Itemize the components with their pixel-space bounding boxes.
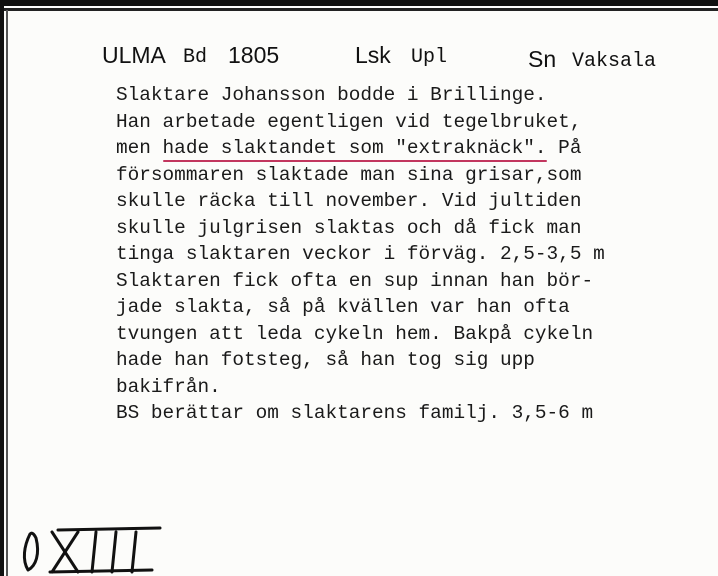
- card-body-text: [116, 82, 706, 427]
- record-number: 1805: [228, 42, 280, 68]
- text-line: BS berättar om slaktarens familj. 3,5-6 m: [116, 402, 594, 424]
- text-line: tvungen att leda cykeln hem. Bakpå cykeln: [116, 322, 594, 345]
- text-line: skulle julgrisen slaktas och då fick man: [116, 216, 582, 239]
- sn-label: Sn: [528, 46, 557, 72]
- text-line: bakifrån.: [116, 375, 221, 398]
- card-top-border: [0, 0, 718, 12]
- lsk-label: Lsk: [355, 42, 391, 68]
- card-left-border: [0, 0, 4, 576]
- card-header: [0, 38, 718, 78]
- bd-label: Bd: [183, 46, 208, 69]
- province-value: Upl: [411, 46, 448, 69]
- text-line: jade slakta, så på kvällen var han ofta: [116, 296, 570, 318]
- text-fragment: På: [546, 137, 582, 159]
- ulma-label: ULMA: [102, 42, 166, 68]
- text-fragment: men: [116, 137, 163, 159]
- card-left-inner-border: [6, 10, 8, 576]
- parish-value: Vaksala: [572, 50, 657, 73]
- handwritten-mark: [12, 520, 162, 576]
- text-line: hade han fotsteg, så han tog sig upp: [116, 349, 535, 371]
- text-line: försommaren slaktade man sina grisar,som: [116, 163, 582, 186]
- text-line: Han arbetade egentligen vid tegelbruket,: [116, 110, 582, 133]
- text-line: skulle räcka till november. Vid jultiden: [116, 190, 582, 212]
- text-line: Slaktare Johansson bodde i Brillinge.: [116, 84, 547, 106]
- text-line: [116, 135, 706, 162]
- text-line: tinga slaktaren veckor i förväg. 2,5-3,5 m: [116, 243, 605, 265]
- underlined-text: hade slaktandet som "extraknäck".: [162, 137, 547, 159]
- text-line: Slaktaren fick ofta en sup innan han bör-: [116, 269, 594, 292]
